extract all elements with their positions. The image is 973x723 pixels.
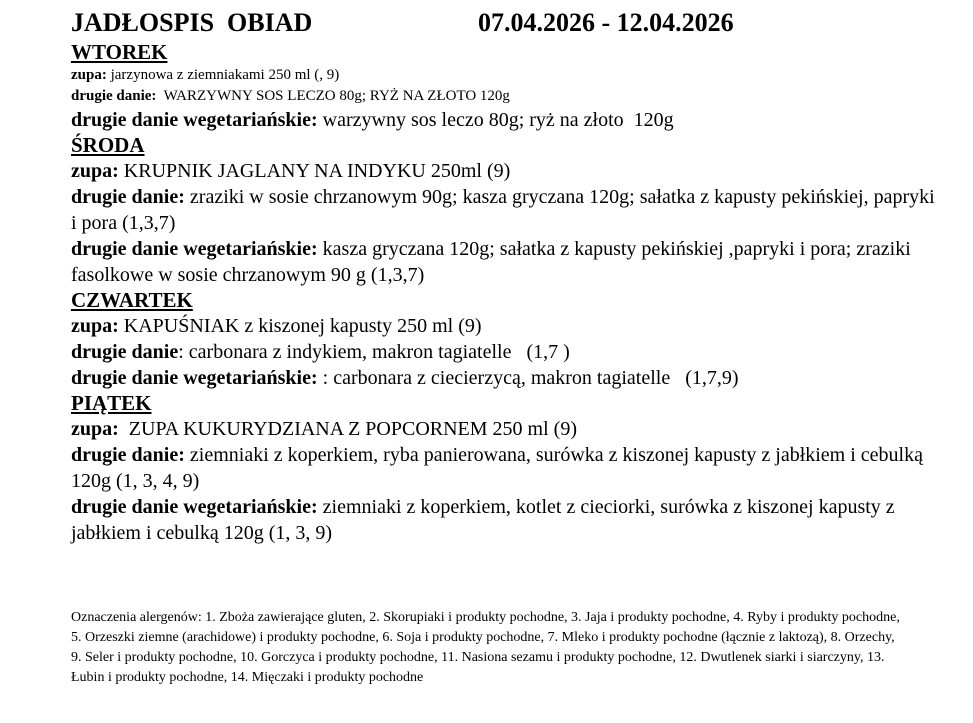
main-course-label: drugie danie:: [71, 88, 157, 104]
main-course-line: [71, 86, 941, 107]
soup-line: [71, 313, 941, 339]
main-course-text: : carbonara z indykiem, makron tagiatelle (1,7 ): [178, 341, 570, 363]
soup-line: [71, 158, 941, 184]
vegetarian-label: drugie danie wegetariańskie:: [71, 496, 318, 518]
day-section-wednesday: [71, 133, 941, 288]
soup-text: KAPUŚNIAK z kiszonej kapusty 250 ml (9): [118, 315, 482, 337]
soup-text: ZUPA KUKURYDZIANA Z POPCORNEM 250 ml (9): [118, 418, 577, 440]
vegetarian-line: [71, 494, 941, 546]
soup-label: zupa:: [71, 418, 119, 440]
soup-line: [71, 416, 941, 442]
vegetarian-label: drugie danie wegetariańskie:: [71, 367, 318, 389]
main-course-line: [71, 442, 941, 494]
menu-document: [71, 6, 941, 546]
menu-title: JADŁOSPIS OBIAD: [71, 8, 313, 37]
main-course-label: drugie danie:: [71, 186, 185, 208]
vegetarian-text: ziemniaki z koperkiem, kotlet z cieciorki, surówka z kiszonej kapusty z jabłkiem i cebulką 120g (1, 3, 9): [71, 496, 900, 544]
vegetarian-line: [71, 107, 941, 133]
vegetarian-text: kasza gryczana 120g; sałatka z kapusty pekińskiej ,papryki i pora; zraziki fasolkowe w sosie chrzanowym 90 g (1,3,7): [71, 238, 916, 286]
soup-text: KRUPNIK JAGLANY NA INDYKU 250ml (9): [118, 160, 511, 182]
main-course-text: ziemniaki z koperkiem, ryba panierowana, surówka z kiszonej kapusty z jabłkiem i cebulką 120g (1, 3, 4, 9): [71, 444, 928, 492]
vegetarian-line: [71, 365, 941, 391]
allergen-legend: Oznaczenia alergenów: 1. Zboża zawierające gluten, 2. Skorupiaki i produkty pochodne, 3. Jaja i produkty pochodne, 4. Ryby i produkty pochodne, 5. Orzeszki ziemne (arachidowe) i produkty pochodne, 6. Soja i produkty pochodne, 7. Mleko i produkty pochodne (łącznie z laktozą), 8. Orzechy, 9. Seler i produkty pochodne, 10. Gorczyca i produkty pochodne, 11. Nasiona sezamu i produkty pochodne, 12. Dwutlenek siarki i siarczyny, 13. Łubin i produkty pochodne, 14. Mięczaki i produkty pochodne: [71, 610, 900, 685]
soup-text: jarzynowa z ziemniakami 250 ml (, 9): [106, 67, 340, 83]
menu-date-range: 07.04.2026 - 12.04.2026: [478, 8, 734, 37]
soup-label: zupa:: [71, 160, 119, 182]
vegetarian-label: drugie danie wegetariańskie:: [71, 109, 318, 131]
main-course-line: [71, 339, 941, 365]
soup-line: [71, 65, 941, 86]
soup-label: zupa:: [71, 315, 119, 337]
menu-header: [71, 6, 941, 40]
day-section-thursday: [71, 288, 941, 391]
main-course-text: zraziki w sosie chrzanowym 90g; kasza gryczana 120g; sałatka z kapusty pekińskiej, papryki i pora (1,3,7): [71, 186, 940, 234]
day-heading: PIĄTEK: [71, 391, 152, 415]
main-course-label: drugie danie: [71, 341, 179, 363]
vegetarian-text: : carbonara z ciecierzycą, makron tagiatelle (1,7,9): [317, 367, 739, 389]
main-course-line: [71, 184, 941, 236]
day-section-friday: [71, 391, 941, 546]
day-section-tuesday: [71, 40, 941, 133]
day-heading: WTOREK: [71, 40, 168, 64]
day-heading: ŚRODA: [71, 133, 145, 157]
vegetarian-line: [71, 236, 941, 288]
vegetarian-text: warzywny sos leczo 80g; ryż na złoto 120g: [317, 109, 674, 131]
vegetarian-label: drugie danie wegetariańskie:: [71, 238, 318, 260]
main-course-label: drugie danie:: [71, 444, 185, 466]
day-heading: CZWARTEK: [71, 288, 193, 312]
soup-label: zupa:: [71, 67, 107, 83]
main-course-text: WARZYWNY SOS LECZO 80g; RYŻ NA ZŁOTO 120g: [156, 88, 510, 104]
